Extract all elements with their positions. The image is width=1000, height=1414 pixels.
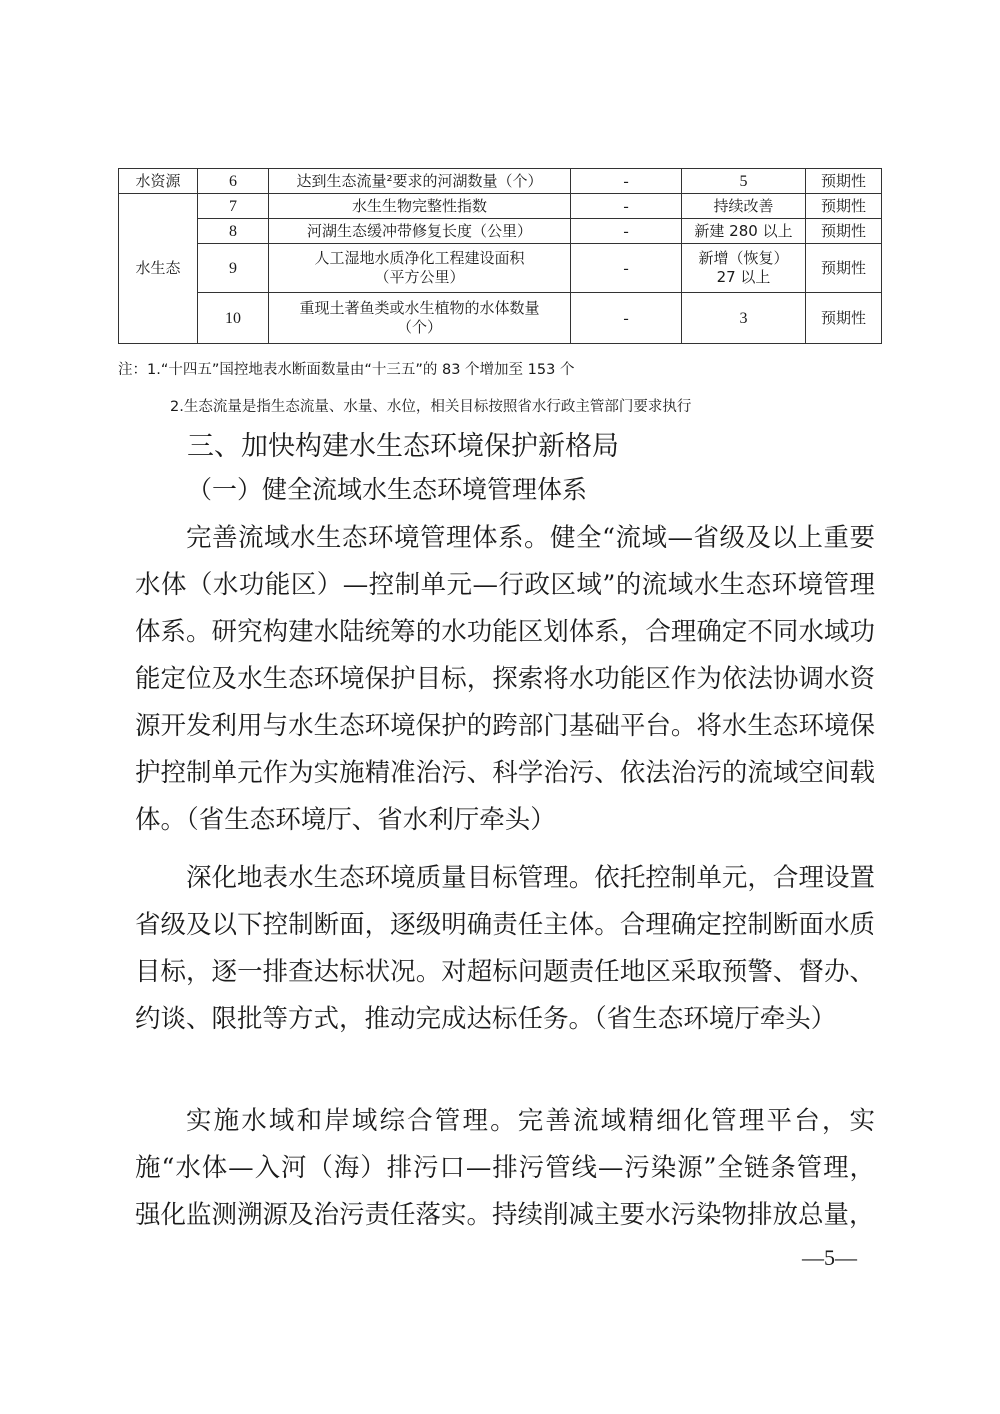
base-value-cell: - [571, 219, 682, 244]
attribute-cell: 预期性 [806, 219, 882, 244]
table-note-2: 2.生态流量是指生态流量、水量、水位，相关目标按照省水行政主管部门要求执行 [170, 399, 692, 415]
indicator-cell: 水生生物完整性指数 [269, 194, 571, 219]
paragraph: 完善流域水生态环境管理体系。健全“流域—省级及以上重要水体（水功能区）—控制单元—行政区域”的流域水生态环境管理体系。研究构建水陆统筹的水功能区划体系，合理确定不同水域功能定位及水生态环境保护目标，探索将水功能区作为依法协调水资源开发利用与水生态环境保护的跨部门基础平台。将水生态环境保护控制单元作为实施精准治污、科学治污、依法治污的流域空间载体。（省生态环境厅、省水利厅牵头） [135, 523, 875, 835]
indicator-table [118, 168, 882, 344]
table-note-1: 注：1.“十四五”国控地表水断面数量由“十三五”的 83 个增加至 153 个 [118, 362, 575, 378]
target-cell: 3 [682, 293, 806, 344]
indicator-line: （平方公里） [374, 268, 465, 286]
number-cell: 8 [198, 219, 269, 244]
paragraph: 深化地表水生态环境质量目标管理。依托控制单元，合理设置省级及以下控制断面，逐级明确责任主体。合理确定控制断面水质目标，逐一排查达标状况。对超标问题责任地区采取预警、督办、约谈、限批等方式，推动完成达标任务。（省生态环境厅牵头） [135, 863, 875, 1034]
number-cell: 10 [198, 293, 269, 344]
target-line: 新增（恢复） [698, 249, 789, 267]
target-cell: 持续改善 [682, 194, 806, 219]
number-cell: 6 [198, 169, 269, 194]
target-cell: 5 [682, 169, 806, 194]
indicator-cell [269, 244, 571, 293]
base-value-cell: - [571, 194, 682, 219]
category-cell: 水资源 [119, 169, 198, 194]
table-row [119, 169, 882, 194]
category-cell: 水生态 [119, 194, 198, 344]
base-value-cell: - [571, 293, 682, 344]
subsection-heading: （一）健全流域水生态环境管理体系 [187, 475, 588, 504]
base-value-cell: - [571, 169, 682, 194]
indicator-line: 重现土著鱼类或水生植物的水体数量 [299, 299, 540, 317]
table-row [119, 194, 882, 219]
target-cell [682, 244, 806, 293]
page-number: —5— [802, 1245, 857, 1270]
section-heading: 三、加快构建水生态环境保护新格局 [187, 431, 619, 462]
indicator-line: （个） [396, 318, 442, 336]
paragraph: 实施水域和岸域综合管理。完善流域精细化管理平台，实施“水体—入河（海）排污口—排污管线—污染源”全链条管理，强化监测溯源及治污责任落实。持续削减主要水污染物排放总量， [135, 1106, 875, 1230]
attribute-cell: 预期性 [806, 293, 882, 344]
target-line: 27 以上 [716, 268, 771, 286]
indicator-line: 人工湿地水质净化工程建设面积 [314, 249, 525, 267]
base-value-cell: - [571, 244, 682, 293]
number-cell: 7 [198, 194, 269, 219]
attribute-cell: 预期性 [806, 169, 882, 194]
indicator-cell [269, 293, 571, 344]
attribute-cell: 预期性 [806, 194, 882, 219]
indicator-cell: 河湖生态缓冲带修复长度（公里） [269, 219, 571, 244]
target-cell: 新建 280 以上 [682, 219, 806, 244]
table-row [119, 244, 882, 293]
attribute-cell: 预期性 [806, 244, 882, 293]
table-row [119, 219, 882, 244]
number-cell: 9 [198, 244, 269, 293]
table-row [119, 293, 882, 344]
indicator-cell: 达到生态流量²要求的河湖数量（个） [269, 169, 571, 194]
